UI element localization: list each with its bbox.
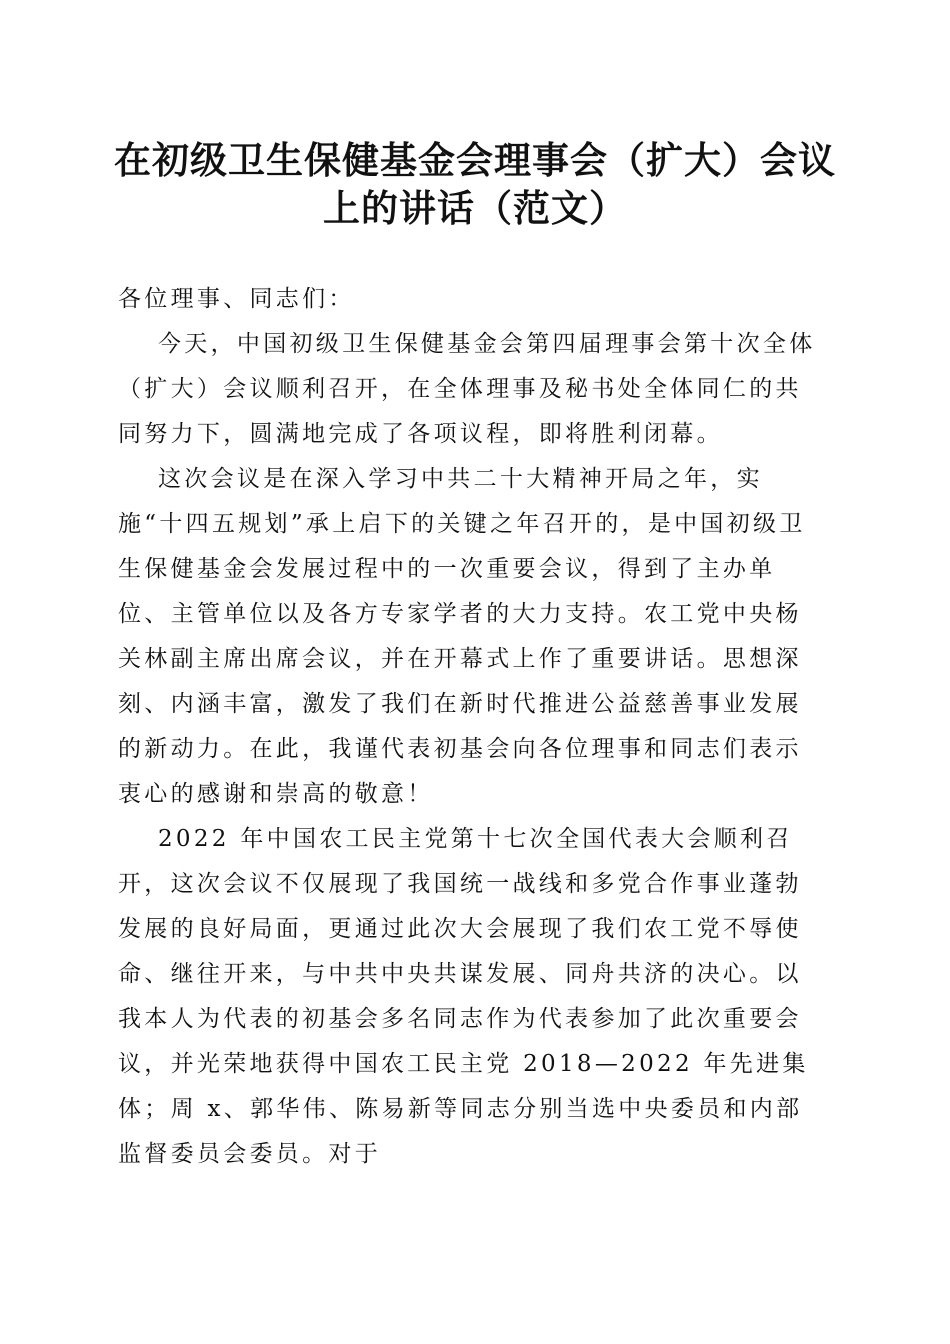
document-body: [118, 277, 826, 1177]
salutation: 各位理事、同志们：: [118, 286, 355, 312]
document-title: 在初级卫生保健基金会理事会（扩大）会议上的讲话（范文）: [114, 138, 836, 230]
paragraph-1: 今天，中国初级卫生保健基金会第四届理事会第十次全体（扩大）会议顺利召开，在全体理事及秘书处全体同仁的共同努力下，圆满地完成了各项议程，即将胜利闭幕。: [118, 331, 816, 447]
paragraph-2: 这次会议是在深入学习中共二十大精神开局之年，实施“十四五规划”承上启下的关键之年召开的，是中国初级卫生保健基金会发展过程中的一次重要会议，得到了主办单位、主管单位以及各方专家学者的大力支持。农工党中央杨关林副主席出席会议，并在开幕式上作了重要讲话。思想深刻、内涵丰富，激发了我们在新时代推进公益慈善事业发展的新动力。在此，我谨代表初基会向各位理事和同志们表示衷心的感谢和崇高的敬意！: [118, 466, 806, 807]
paragraph-3: 2022 年中国农工民主党第十七次全国代表大会顺利召开，这次会议不仅展现了我国统一战线和多党合作事业蓬勃发展的良好局面，更通过此次大会展现了我们农工党不辱使命、继往开来，与中共中央共谋发展、同舟共济的决心。以我本人为代表的初基会多名同志作为代表参加了此次重要会议，并光荣地获得中国农工民主党 2018—2022 年先进集体；周 x、郭华伟、陈易新等同志分别当选中央委员和内部监督委员会委员。对于: [118, 826, 809, 1167]
